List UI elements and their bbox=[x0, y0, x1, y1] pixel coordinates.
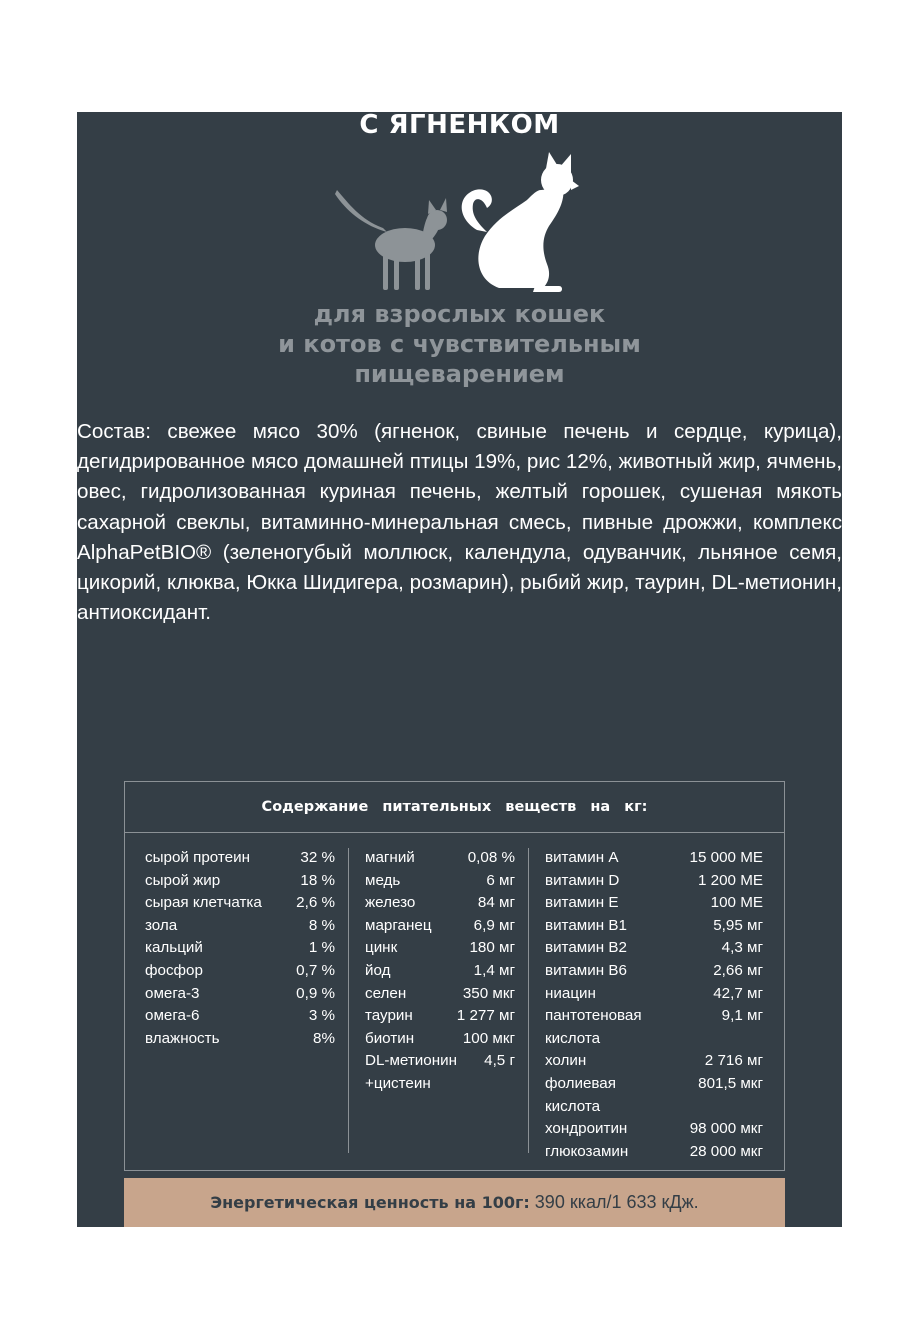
nutrient-row bbox=[545, 1028, 763, 1051]
nutrients-title: Содержание питательных веществ на кг: bbox=[261, 799, 648, 815]
energy-value: 390 ккал/1 633 кДж. bbox=[529, 1192, 699, 1212]
nutrient-name: биотин bbox=[365, 1029, 415, 1047]
nutrient-value: 2,6 % bbox=[296, 894, 335, 912]
nutrient-name: кислота bbox=[545, 1029, 601, 1047]
nutrient-row bbox=[545, 1141, 763, 1164]
nutrient-row bbox=[145, 960, 335, 983]
nutrient-row bbox=[365, 960, 515, 983]
nutrient-name: витамин B2 bbox=[545, 939, 627, 957]
nutrients-column-2 bbox=[365, 847, 515, 1096]
audience-line: пищеварением bbox=[354, 360, 565, 388]
nutrient-value: 18 % bbox=[300, 871, 335, 889]
nutrient-row bbox=[145, 1005, 335, 1028]
nutrient-row bbox=[545, 847, 763, 870]
nutrient-row bbox=[365, 870, 515, 893]
nutrient-value: 28 000 мкг bbox=[689, 1142, 763, 1160]
nutrient-value: 1,4 мг bbox=[473, 961, 515, 979]
nutrient-value: 4,5 г bbox=[484, 1052, 515, 1070]
nutrient-row bbox=[545, 892, 763, 915]
nutrient-row bbox=[365, 892, 515, 915]
nutrient-value: 4,3 мг bbox=[721, 939, 763, 957]
nutrient-name: витамин A bbox=[545, 849, 619, 866]
nutrient-name: глюкозамин bbox=[545, 1142, 629, 1160]
nutrient-row bbox=[365, 915, 515, 938]
nutrient-row bbox=[545, 1005, 763, 1028]
nutrient-row bbox=[545, 960, 763, 983]
nutrient-name: ниацин bbox=[545, 984, 596, 1002]
nutrient-value: 8% bbox=[313, 1029, 335, 1047]
nutrient-name: марганец bbox=[365, 916, 432, 934]
cats-illustration bbox=[327, 140, 627, 300]
nutrient-row bbox=[545, 1096, 763, 1119]
nutrient-row bbox=[145, 915, 335, 938]
nutrient-name: омега-3 bbox=[145, 984, 200, 1002]
nutrient-value: 3 % bbox=[308, 1007, 335, 1025]
nutrient-value: 1 % bbox=[308, 939, 335, 957]
product-panel bbox=[77, 112, 842, 1227]
nutrient-value: 1 200 МЕ bbox=[697, 871, 763, 889]
nutrient-name: холин bbox=[545, 1052, 587, 1070]
product-flavor-heading: С ЯГНЕНКОМ bbox=[359, 110, 560, 140]
nutrient-row bbox=[365, 847, 515, 870]
energy-value-bar bbox=[124, 1178, 785, 1227]
nutrient-row bbox=[145, 847, 335, 870]
nutrient-name: таурин bbox=[365, 1007, 413, 1025]
nutrient-name: магний bbox=[365, 849, 415, 866]
nutrient-row bbox=[365, 1005, 515, 1028]
nutrient-name: DL-метионин bbox=[365, 1052, 457, 1070]
target-audience-text bbox=[77, 299, 842, 389]
kitten-icon bbox=[335, 190, 447, 290]
column-separator bbox=[348, 848, 349, 1153]
nutrient-value: 6 мг bbox=[486, 871, 515, 889]
nutrient-name: витамин B1 bbox=[545, 916, 627, 934]
nutrient-row bbox=[545, 1073, 763, 1096]
nutrient-name: селен bbox=[365, 984, 407, 1002]
nutrient-row bbox=[365, 983, 515, 1006]
nutrient-value: 15 000 МЕ bbox=[689, 849, 763, 866]
nutrient-value: 98 000 мкг bbox=[689, 1120, 763, 1138]
nutrient-name: железо bbox=[365, 894, 416, 912]
nutrient-name: омега-6 bbox=[145, 1007, 200, 1025]
nutrient-name: витамин D bbox=[545, 871, 620, 889]
nutrients-column-3 bbox=[545, 847, 763, 1163]
nutrient-value: 0,08 % bbox=[467, 849, 515, 866]
nutrient-name: витамин E bbox=[545, 894, 619, 912]
nutrient-value: 350 мкг bbox=[462, 984, 515, 1002]
nutrient-row bbox=[545, 1118, 763, 1141]
column-separator bbox=[528, 848, 529, 1153]
nutrient-row bbox=[545, 937, 763, 960]
nutrient-row bbox=[365, 1028, 515, 1051]
nutrient-row bbox=[145, 870, 335, 893]
nutrient-name: фосфор bbox=[145, 961, 203, 979]
nutrients-table bbox=[124, 781, 785, 1171]
nutrient-row bbox=[545, 983, 763, 1006]
nutrient-row bbox=[545, 915, 763, 938]
nutrient-value: 9,1 мг bbox=[721, 1007, 763, 1025]
nutrient-name: +цистеин bbox=[365, 1074, 431, 1092]
nutrients-divider bbox=[125, 832, 784, 833]
nutrient-row bbox=[145, 937, 335, 960]
nutrient-value: 100 МЕ bbox=[710, 894, 763, 912]
nutrient-name: пантотеновая bbox=[545, 1007, 642, 1025]
nutrient-value: 801,5 мкг bbox=[698, 1074, 763, 1092]
nutrient-name: зола bbox=[145, 916, 178, 934]
nutrient-row bbox=[365, 1073, 515, 1096]
nutrient-name: цинк bbox=[365, 939, 398, 957]
nutrient-row bbox=[145, 892, 335, 915]
audience-line: и котов с чувствительным bbox=[278, 330, 641, 358]
nutrient-value: 2,66 мг bbox=[713, 961, 763, 979]
nutrient-value: 8 % bbox=[308, 916, 335, 934]
nutrient-name: сырой протеин bbox=[145, 849, 250, 866]
nutrient-value: 1 277 мг bbox=[456, 1007, 515, 1025]
nutrient-value: 32 % bbox=[300, 849, 335, 866]
nutrient-row bbox=[545, 1050, 763, 1073]
nutrient-name: влажность bbox=[145, 1029, 220, 1047]
nutrient-value: 0,9 % bbox=[296, 984, 335, 1002]
nutrient-value: 180 мг bbox=[469, 939, 515, 957]
nutrient-name: сырой жир bbox=[145, 871, 221, 889]
nutrient-row bbox=[365, 1050, 515, 1073]
nutrient-name: йод bbox=[365, 961, 391, 979]
nutrient-name: кальций bbox=[145, 939, 203, 957]
nutrient-value: 84 мг bbox=[477, 894, 515, 912]
cat-icon bbox=[462, 152, 579, 292]
nutrient-value: 2 716 мг bbox=[704, 1052, 763, 1070]
nutrient-name: кислота bbox=[545, 1097, 601, 1115]
energy-label: Энергетическая ценность на 100г: bbox=[210, 1193, 530, 1212]
nutrient-value: 42,7 мг bbox=[713, 984, 763, 1002]
nutrient-value: 100 мкг bbox=[462, 1029, 515, 1047]
audience-line: для взрослых кошек bbox=[313, 300, 606, 328]
nutrient-name: сырая клетчатка bbox=[145, 894, 262, 912]
nutrient-row bbox=[145, 983, 335, 1006]
nutrient-name: витамин B6 bbox=[545, 961, 627, 979]
nutrient-row bbox=[145, 1028, 335, 1051]
nutrients-column-1 bbox=[145, 847, 335, 1050]
composition-text: Состав: свежее мясо 30% (ягненок, свиные печень и сердце, курица), дегидрированное мясо домашней птицы 19%, рис 12%, животный жир, ячмень, овес, гидролизованная куриная печень, желтый горошек, сушеная мякоть сахарной свеклы, витаминно-минеральная смесь, пивные дрожжи, комплекс AlphaPetBIO® (зеленогубый моллюск, календула, одуванчик, льняное семя, цикорий, клюква, Юкка Шидигера, розмарин), рыбий жир, таурин, DL-метионин, антиоксидант. bbox=[77, 420, 842, 625]
nutrient-name: фолиевая bbox=[545, 1074, 616, 1092]
nutrient-value: 6,9 мг bbox=[473, 916, 515, 934]
nutrient-row bbox=[545, 870, 763, 893]
nutrient-row bbox=[365, 937, 515, 960]
nutrient-name: медь bbox=[365, 871, 401, 889]
nutrient-value: 0,7 % bbox=[296, 961, 335, 979]
nutrient-value: 5,95 мг bbox=[713, 916, 763, 934]
nutrient-name: хондроитин bbox=[545, 1120, 628, 1138]
